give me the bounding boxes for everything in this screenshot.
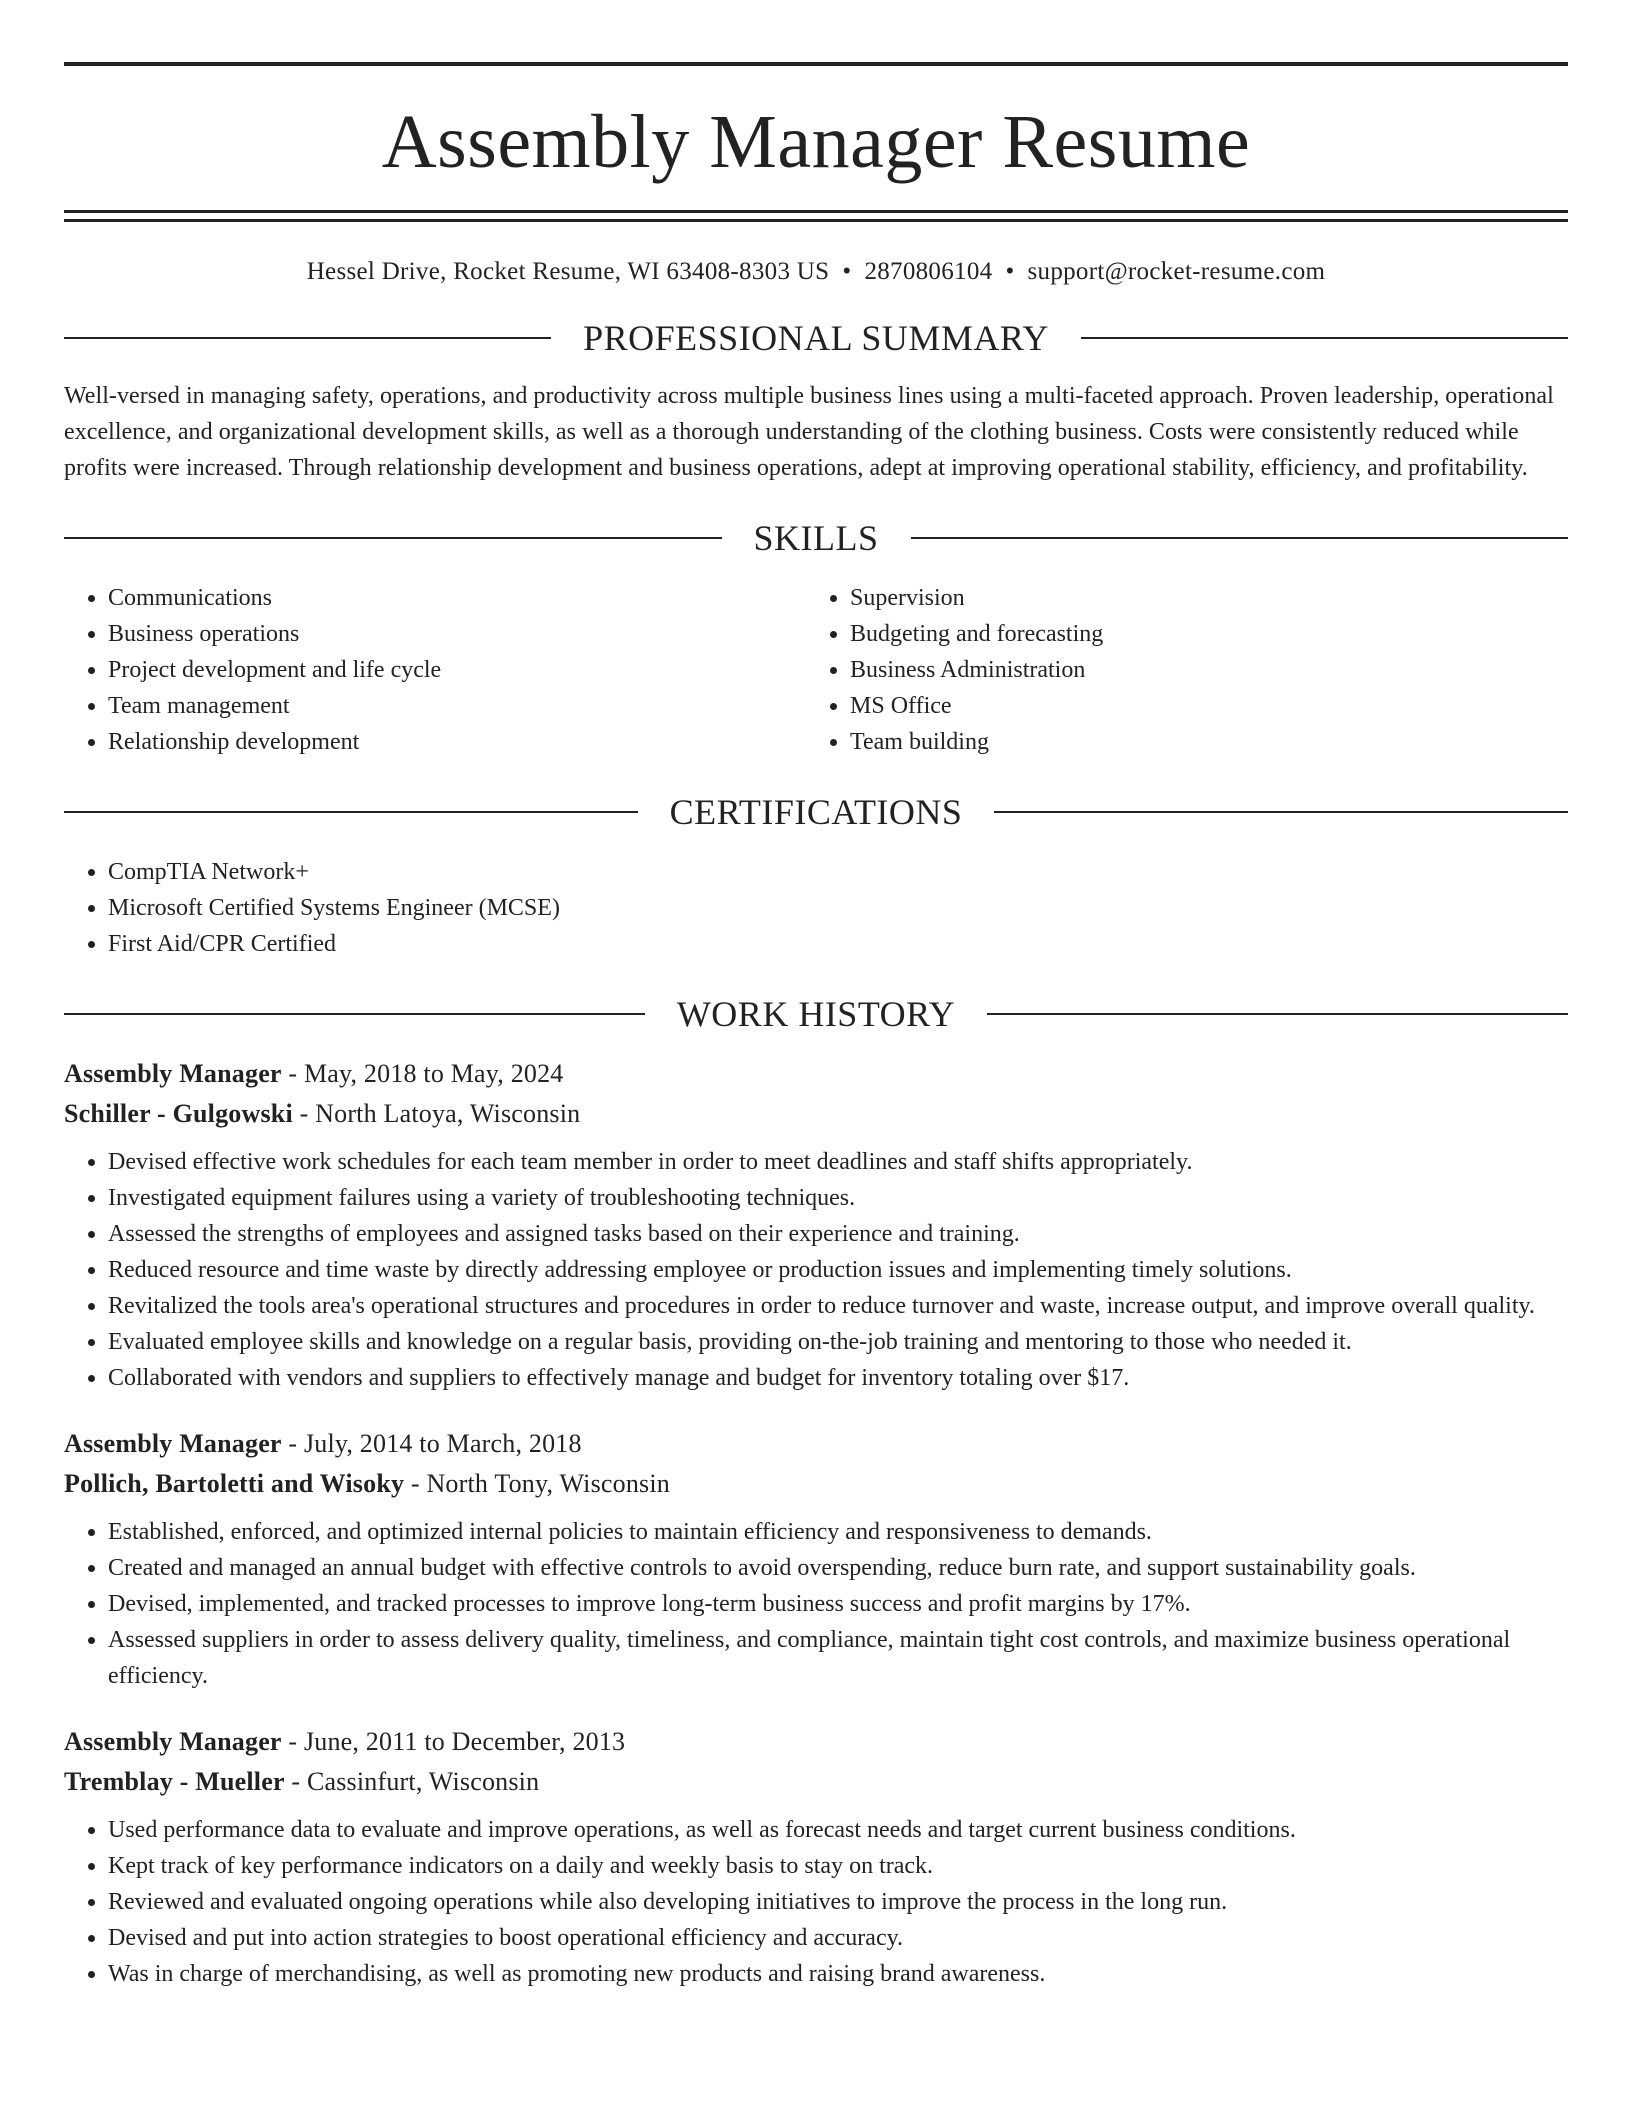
job-title: Assembly Manager	[64, 1429, 282, 1458]
certifications-heading	[64, 794, 1568, 830]
certification-item: • CompTIA Network+	[108, 854, 1568, 890]
work-history-heading	[64, 996, 1568, 1032]
skill-item: • Team management	[108, 688, 806, 724]
job-title-line	[64, 1424, 1568, 1464]
job-bullet: • Collaborated with vendors and suppliers to effectively manage and budget for inventory totaling over $17.	[108, 1360, 1568, 1396]
skill-item: • Communications	[108, 580, 806, 616]
job-bullets	[64, 1144, 1568, 1396]
job-bullet: • Reviewed and evaluated ongoing operations while also developing initiatives to improve the process in the long run.	[108, 1884, 1568, 1920]
job-bullet: • Assessed suppliers in order to assess delivery quality, timeliness, and compliance, maintain tight cost controls, and maximize business operational efficiency.	[108, 1622, 1568, 1694]
job-company: Pollich, Bartoletti and Wisoky	[64, 1469, 405, 1498]
certifications-heading-label: CERTIFICATIONS	[669, 792, 963, 832]
job-company: Tremblay - Mueller	[64, 1767, 285, 1796]
summary-text: Well-versed in managing safety, operations, and productivity across multiple business lines using a multi-faceted approach. Proven leadership, operational excellence, and organizational development skills, as well as a thorough understanding of the clothing business. Costs were consistently reduced while profits were increased. Through relationship development and business operations, adept at improving operational stability, efficiency, and profitability.	[64, 383, 1554, 481]
skills-heading	[64, 520, 1568, 556]
job-bullet: • Kept track of key performance indicators on a daily and weekly basis to stay on track.	[108, 1848, 1568, 1884]
skills-list	[64, 580, 1568, 760]
skill-item: • Business Administration	[850, 652, 1548, 688]
job-location: - Cassinfurt, Wisconsin	[284, 1767, 540, 1796]
job-title: Assembly Manager	[64, 1727, 282, 1756]
job-title: Assembly Manager	[64, 1059, 282, 1088]
job-location: - North Latoya, Wisconsin	[292, 1099, 581, 1128]
top-rule	[64, 62, 1568, 66]
skill-item: • Business operations	[108, 616, 806, 652]
summary-heading	[64, 320, 1568, 356]
skill-item: • Project development and life cycle	[108, 652, 806, 688]
job-bullet: • Devised, implemented, and tracked processes to improve long-term business success and profit margins by 17%.	[108, 1586, 1568, 1622]
work-history-heading-label: WORK HISTORY	[676, 994, 956, 1034]
job-bullet: • Devised and put into action strategies to boost operational efficiency and accuracy.	[108, 1920, 1568, 1956]
job-dates: - June, 2011 to December, 2013	[281, 1727, 626, 1756]
title-double-rule	[64, 210, 1568, 222]
job-company-line	[64, 1094, 1568, 1134]
job-bullet: • Created and managed an annual budget with effective controls to avoid overspending, reduce burn rate, and support sustainability goals.	[108, 1550, 1568, 1586]
job-company-line	[64, 1762, 1568, 1802]
contact-separator: •	[1005, 258, 1015, 285]
certifications-list	[64, 854, 1568, 962]
job-bullets	[64, 1514, 1568, 1694]
job-company: Schiller - Gulgowski	[64, 1099, 293, 1128]
contact-address: Hessel Drive, Rocket Resume, WI 63408-8303 US	[306, 258, 830, 285]
summary-heading-label: PROFESSIONAL SUMMARY	[583, 318, 1049, 358]
skills-column-left	[64, 580, 806, 760]
contact-separator: •	[842, 258, 852, 285]
resume-page	[64, 62, 1568, 1992]
job-bullet: • Used performance data to evaluate and improve operations, as well as forecast needs and target current business conditions.	[108, 1812, 1568, 1848]
job-dates: - July, 2014 to March, 2018	[281, 1429, 582, 1458]
skills-heading-label: SKILLS	[753, 518, 879, 558]
job-bullet: • Revitalized the tools area's operational structures and procedures in order to reduce turnover and waste, increase output, and improve overall quality.	[108, 1288, 1568, 1324]
skill-item: • Supervision	[850, 580, 1548, 616]
certification-item: • First Aid/CPR Certified	[108, 926, 1568, 962]
skill-item: • MS Office	[850, 688, 1548, 724]
page-title: Assembly Manager Resume	[381, 100, 1251, 184]
job-bullet: • Devised effective work schedules for each team member in order to meet deadlines and staff shifts appropriately.	[108, 1144, 1568, 1180]
job-title-line	[64, 1722, 1568, 1762]
job-company-line	[64, 1464, 1568, 1504]
skill-item: • Relationship development	[108, 724, 806, 760]
job-bullet: • Was in charge of merchandising, as well as promoting new products and raising brand awareness.	[108, 1956, 1568, 1992]
job-location: - North Tony, Wisconsin	[404, 1469, 670, 1498]
contact-line	[64, 258, 1568, 286]
job-entry	[64, 1054, 1568, 1396]
job-bullet: • Established, enforced, and optimized internal policies to maintain efficiency and responsiveness to demands.	[108, 1514, 1568, 1550]
job-bullet: • Investigated equipment failures using a variety of troubleshooting techniques.	[108, 1180, 1568, 1216]
contact-phone: 2870806104	[864, 258, 993, 285]
skills-column-right	[806, 580, 1548, 760]
job-dates: - May, 2018 to May, 2024	[281, 1059, 564, 1088]
job-bullet: • Evaluated employee skills and knowledge on a regular basis, providing on-the-job training and mentoring to those who needed it.	[108, 1324, 1568, 1360]
job-entry	[64, 1424, 1568, 1694]
work-history-list	[64, 1054, 1568, 1992]
contact-email: support@rocket-resume.com	[1027, 258, 1326, 285]
skill-item: • Team building	[850, 724, 1548, 760]
job-title-line	[64, 1054, 1568, 1094]
certification-item: • Microsoft Certified Systems Engineer (MCSE)	[108, 890, 1568, 926]
job-entry	[64, 1722, 1568, 1992]
skill-item: • Budgeting and forecasting	[850, 616, 1548, 652]
job-bullet: • Reduced resource and time waste by directly addressing employee or production issues and implementing timely solutions.	[108, 1252, 1568, 1288]
job-bullet: • Assessed the strengths of employees and assigned tasks based on their experience and training.	[108, 1216, 1568, 1252]
job-bullets	[64, 1812, 1568, 1992]
